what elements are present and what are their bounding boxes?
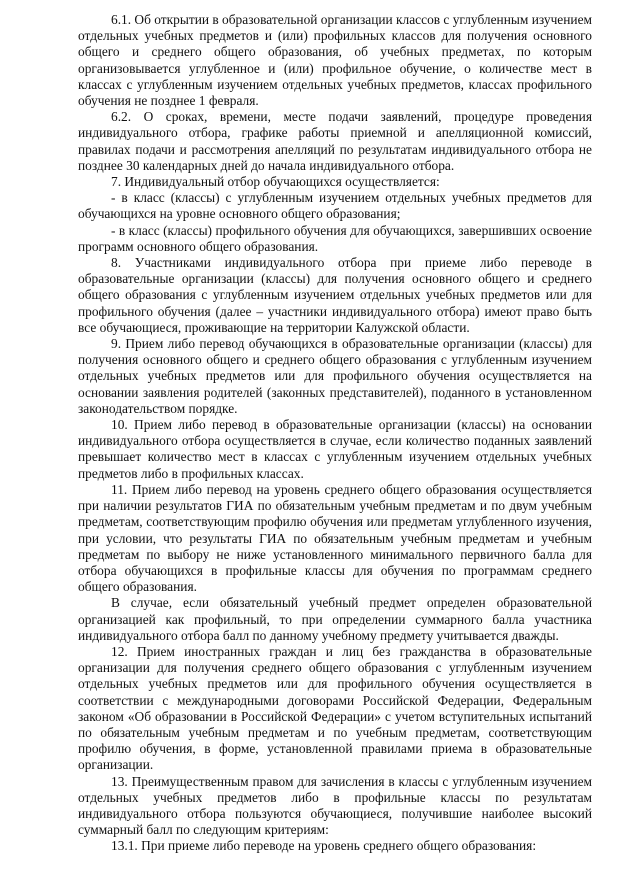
paragraph-13: 13. Преимущественным правом для зачисления в классы с углубленным изучением отдельных учебных предметов либо в профильные классы по результатам индивидуального отбора пользуются обучающиеся, получившие наиболее высокий суммарный балл по следующим критериям: bbox=[78, 773, 592, 838]
paragraph-8: 8. Участниками индивидуального отбора при приеме либо переводе в образовательные организации (классы) для получения основного общего и среднего общего образования с углубленным изучением отдельных учебных предметов или для профильного обучения (далее – участники индивидуального отбора) имеют право быть все обучающиеся, проживающие на территории Калужской области. bbox=[78, 255, 592, 335]
paragraph-6-1: 6.1. Об открытии в образовательной организации классов с углубленным изучением отдельных учебных предметов и (или) профильных классов для получения основного общего и среднего общего образования, об учебных предметах, по которым организовывается углубленное и (или) профильное обучение, о количестве мест в классах с углубленным изучением отдельных учебных предметов, классах профильного обучения не позднее 1 февраля. bbox=[78, 12, 592, 109]
paragraph-13-1: 13.1. При приеме либо переводе на уровень среднего общего образования: bbox=[111, 838, 537, 854]
paragraph-11: 11. Прием либо перевод на уровень среднего общего образования осуществляется при наличии результатов ГИА по обязательным учебным предметам и по двум учебным предметам, соответствующим профилю обучения или предметам углубленного изучения, при условии, что результаты ГИА по обязательным учебным предметам и учебным предметам по выбору не ниже установленного минимального первичного балла для отбора обучающихся в профильные классы для обучения по программам среднего общего образования. bbox=[78, 481, 592, 595]
paragraph-11-note: В случае, если обязательный учебный предмет определен образовательной организацией как профильный, то при определении суммарного балла участника индивидуального отбора балл по данному учебному предмету учитывается дважды. bbox=[78, 595, 592, 643]
paragraph-7: 7. Индивидуальный отбор обучающихся осуществляется: bbox=[111, 174, 440, 190]
paragraph-10: 10. Прием либо перевод в образовательные организации (классы) на основании индивидуального отбора осуществляется в случае, если количество поданных заявлений превышает количество мест в классах с углубленным изучением отдельных учебных предметов либо в профильных классах. bbox=[78, 417, 592, 481]
list-item-in-depth-classes: - в класс (классы) с углубленным изучением отдельных учебных предметов для обучающихся на уровне основного общего образования; bbox=[78, 190, 592, 222]
paragraph-6-2: 6.2. О сроках, времени, месте подачи заявлений, процедуре проведения индивидуального отбора, графике работы приемной и апелляционной комиссий, правилах подачи и рассмотрения апелляций по результатам индивидуального отбора не позднее 30 календарных дней до начала индивидуального отбора. bbox=[78, 109, 592, 173]
paragraph-12: 12. Прием иностранных граждан и лиц без гражданства в образовательные организации для получения среднего общего образования с углубленным изучением отдельных учебных предметов или для профильного обучения осуществляется в соответствии с международными договорами Российской Федерации, Федеральным законом «Об образовании в Российской Федерации» с учетом вступительных испытаний по обязательным учебным предметам и по учебным предметам, соответствующим профилю обучения, в форме, установленной правилами приема в образовательные организации. bbox=[78, 643, 592, 773]
paragraph-9: 9. Прием либо перевод обучающихся в образовательные организации (классы) для получения основного общего и среднего общего образования с углубленным изучением отдельных учебных предметов или для профильного обучения осуществляется на основании заявления родителей (законных представителей), поданного в установленном законодательством порядке. bbox=[78, 336, 592, 416]
list-item-profile-classes: - в класс (классы) профильного обучения для обучающихся, завершивших освоение программ основного общего образования. bbox=[78, 222, 592, 254]
